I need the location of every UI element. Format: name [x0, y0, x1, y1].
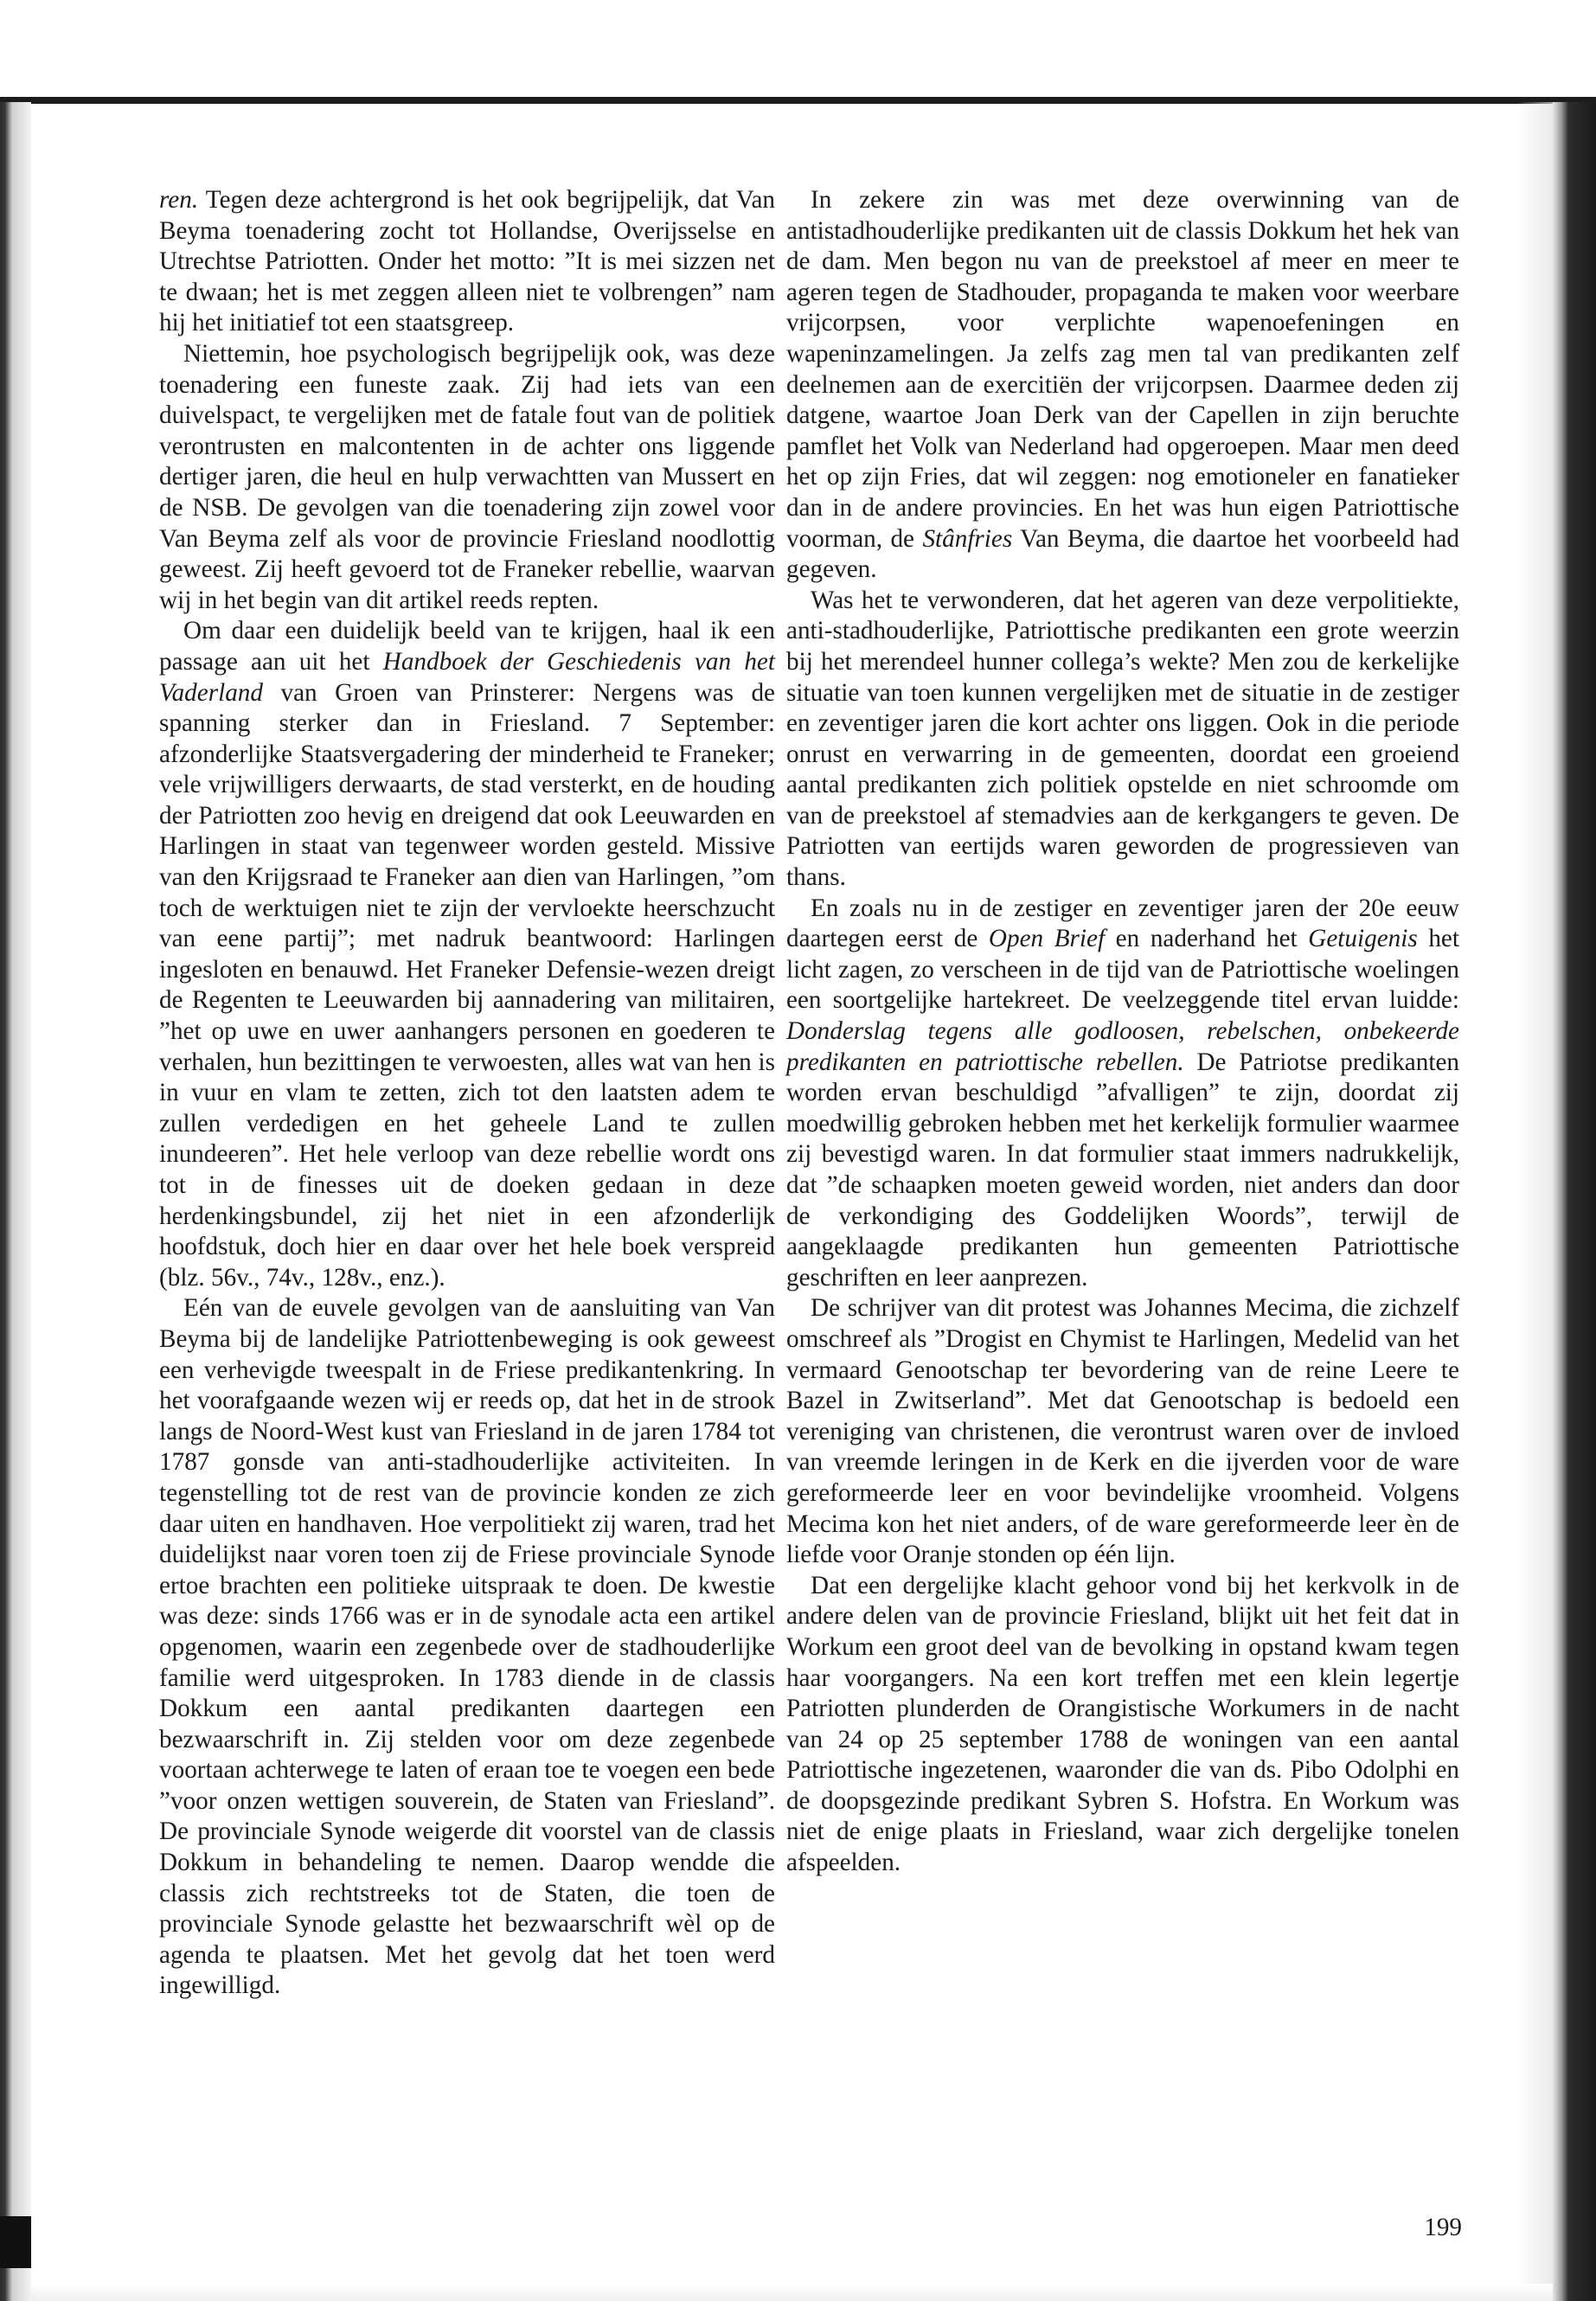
scan-right-edge [1553, 102, 1596, 2301]
paragraph-text: van Groen van Prinsterer: Nergens was de spanning sterker dan in Friesland. 7 September: afzonderlijke Staatsvergadering der minderheid te Franeker; vele vrijwilligers derwaarts, de stad versterkt, en de houding der Patriotten zoo hevig en dreigend dat ook Leeuwarden en Harlingen in staat van tegenweer worden gesteld. Missive van den Krijgsraad te Franeker aan dien van Harlingen, ”om toch de werktuigen niet te zijn der vervloekte heerschzucht van eene partij”; met nadruk beantwoord: Harlingen ingesloten en benauwd. Het Franeker Defensie-wezen dreigt de Regenten te Leeuwarden bij aannadering van militairen, ”het op uwe en uwer aanhangers personen en goederen te verhalen, hun bezittingen te verwoesten, alles wat van hen is in vuur en vlam te zetten, zich tot den laatsten adem te zullen verdedigen en het geheele Land te zullen inundeeren”. Het hele verloop van deze rebellie wordt ons tot in de finesses uit de doeken gedaan in deze herdenkingsbundel, zij het niet in een afzonderlijk hoofdstuk, doch hier en daar over het hele boek verspreid (blz. 56v., 74v., 128v., enz.). [159, 678, 775, 1292]
paragraph [786, 1293, 1459, 1570]
italic-text: ren. [159, 186, 199, 214]
book-page [31, 102, 1553, 2301]
paragraph-text: Tegen deze achtergrond is het ook begrijpelijk, dat Van Beyma toenadering zocht tot Hollandse, Overijsselse en Utrechtse Patriotten. Onder het motto: ”It is mei sizzen net te dwaan; het is met zeggen alleen niet te volbrengen” nam hij het initiatief tot een staatsgreep. [159, 186, 775, 337]
paragraph-text: Dat een dergelijke klacht gehoor vond bij het kerkvolk in de andere delen van de provincie Friesland, blijkt uit het feit dat in Workum een groot deel van de bevolking in opstand kwam tegen haar voorgangers. Na een kort treffen met een klein legertje Patriotten plunderden de Orangistische Workumers in de nacht van 24 op 25 september 1788 de woningen van een aantal Patriottische ingezetenen, waaronder die van ds. Pibo Odolphi en de doopsgezinde predikant Sybren S. Hofstra. En Workum was niet de enige plaats in Friesland, waar zich dergelijke tonelen afspeelden. [786, 1571, 1459, 1877]
paragraph-text: In zekere zin was met deze overwinning van de antistadhouderlijke predikanten uit de classis Dokkum het hek van de dam. Men begon nu van de preekstoel af meer en meer te ageren tegen de Stadhouder, propaganda te maken voor weerbare vrijcorpsen, voor verplichte wapenoefeningen en wapeninzamelingen. Ja zelfs zag men tal van predikanten zelf deelnemen aan de exercitiën der vrijcorpsen. Daarmee deden zij datgene, waartoe Joan Derk van der Capellen in zijn beruchte pamflet het Volk van Nederland had opgeroepen. Maar men deed het op zijn Fries, dat wil zeggen: nog emotioneler en fanatieker dan in de andere provincies. En het was hun eigen Patriottische voorman, de [786, 186, 1459, 553]
paragraph-text: Van Beyma, die daartoe het voorbeeld had gegeven. [786, 524, 1459, 584]
italic-text: Donderslag tegens alle godloosen, rebelschen, onbekeerde predikanten en patriottische rebellen. [786, 1017, 1459, 1076]
paragraph [159, 616, 775, 1293]
paragraph [159, 1293, 775, 2002]
italic-text: Stânfries [922, 524, 1013, 553]
scan-top-band [0, 0, 1596, 102]
italic-text: Handboek der Geschiedenis van het Vaderland [159, 647, 775, 707]
paragraph-text: En zoals nu in de zestiger en zeventiger jaren der 20e eeuw daartegen eerst de [786, 894, 1459, 953]
right-column [786, 185, 1459, 1879]
paragraph [786, 894, 1459, 1294]
paragraph [159, 339, 775, 616]
paragraph-text: het licht zagen, zo verscheen in de tijd van de Patriottische woelingen een soortgelijke hartekreet. De veelzeggende titel ervan luidde: [786, 925, 1459, 1015]
paragraph-text: Om daar een duidelijk beeld van te krijgen, haal ik een passage aan uit het [159, 617, 775, 676]
paragraph [786, 1571, 1459, 1879]
paragraph [786, 185, 1459, 586]
scan-left-smudge [0, 2216, 31, 2268]
italic-text: Getuigenis [1308, 925, 1418, 953]
paragraph-text: en naderhand het [1105, 925, 1309, 953]
page-number: 199 [1424, 2214, 1462, 2241]
paragraph-text: De Patriotse predikanten worden ervan beschuldigd ”afvalligen” te zijn, doordat zij moedwillig gebroken hebben met het kerkelijk formulier waarmee zij bevestigd waren. In dat formulier staat immers nadrukkelijk, dat ”de schaapken moeten geweid worden, niet anders dan door de verkondiging des Goddelijken Woords”, terwijl de aangeklaagde predikanten hun gemeenten Patriottische geschriften en leer aanprezen. [786, 1048, 1459, 1292]
italic-text: Open Brief [988, 925, 1106, 953]
left-column [159, 185, 775, 2002]
paragraph-text: Niettemin, hoe psychologisch begrijpelijk ook, was deze toenadering een funeste zaak. Zij had iets van een duivelspact, te vergelijken met de fatale fout van de politiek verontrusten en malcontenten in de achter ons liggende dertiger jaren, die heul en hulp verwachtten van Mussert en de NSB. De gevolgen van die toenadering zijn zowel voor Van Beyma zelf als voor de provincie Friesland noodlottig geweest. Zij heeft gevoerd tot de Franeker rebellie, waarvan wij in het begin van dit artikel reeds repten. [159, 339, 775, 614]
paragraph [159, 185, 775, 339]
scan-left-edge [0, 102, 31, 2301]
paragraph [786, 586, 1459, 894]
paragraph-text: Was het te verwonderen, dat het ageren van deze verpolitiekte, anti-stadhouderlijke, Patriottische predikanten een grote weerzin bij het merendeel hunner collega’s wekte? Men zou de kerkelijke situatie van toen kunnen vergelijken met de situatie in de zestiger en zeventiger jaren die kort achter ons liggen. Ook in die periode onrust en verwarring in de gemeenten, doordat een groeiend aantal predikanten zich politiek opstelde en niet schroomde om van de preekstoel af stemadvies aan de kerkgangers te geven. De Patriotten van eertijds waren geworden de progressieven van thans. [786, 586, 1459, 892]
paragraph-text: Eén van de euvele gevolgen van de aansluiting van Van Beyma bij de landelijke Patriottenbeweging is ook geweest een verhevigde tweespalt in de Friese predikantenkring. In het voorafgaande wezen wij er reeds op, dat het in de strook langs de Noord-West kust van Friesland in de jaren 1784 tot 1787 gonsde van anti-stadhouderlijke activiteiten. In tegenstelling tot de rest van de provincie konden ze zich daar uiten en handhaven. Hoe verpolitiekt zij waren, trad het duidelijkst naar voren toen zij de Friese provinciale Synode ertoe brachten een politieke uitspraak te doen. De kwestie was deze: sinds 1766 was er in de synodale acta een artikel opgenomen, waarin een zegenbede over de stadhouderlijke familie werd uitgesproken. In 1783 diende in de classis Dokkum een aantal predikanten daartegen een bezwaarschrift in. Zij stelden voor om deze zegenbede voortaan achterwege te laten of eraan toe te voegen een bede ”voor onzen wettigen souverein, de Staten van Friesland”. De provinciale Synode weigerde dit voorstel van de classis Dokkum in behandeling te nemen. Daarop wendde die classis zich rechtstreeks tot de Staten, die toen de provinciale Synode gelastte het bezwaarschrift wèl op de agenda te plaatsen. Met het gevolg dat het toen werd ingewilligd. [159, 1294, 775, 2000]
paragraph-text: De schrijver van dit protest was Johannes Mecima, die zichzelf omschreef als ”Drogist en Chymist te Harlingen, Medelid van het vermaard Genootschap ter bevordering van de reine Leere te Bazel in Zwitserland”. Met dat Genootschap is bedoeld een vereniging van christenen, die verontrust waren over de invloed van vreemde leringen in de Kerk en die ijverden voor de ware gereformeerde leer en voor bevindelijke vroomheid. Volgens Mecima kon het niet anders, of de ware gereformeerde leer èn de liefde voor Oranje stonden op één lijn. [786, 1294, 1459, 1569]
